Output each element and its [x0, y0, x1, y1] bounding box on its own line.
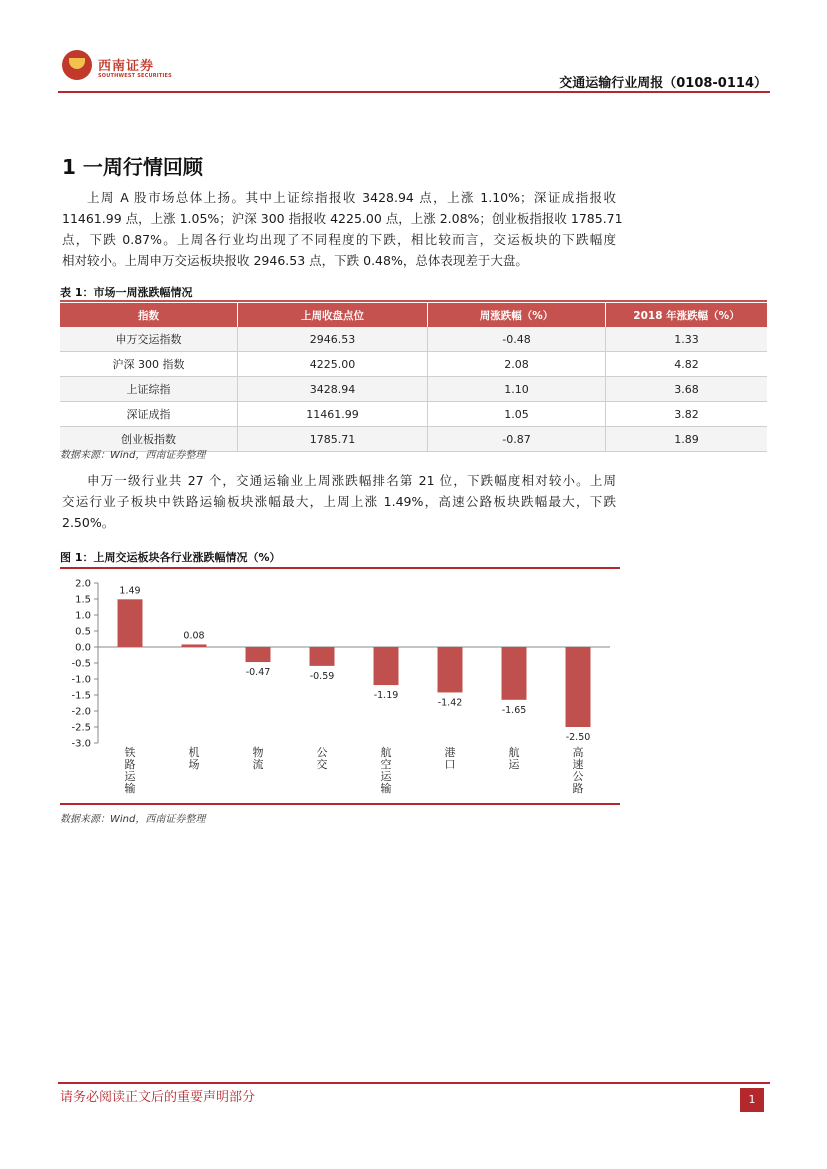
logo-text-cn: 西南证券 — [98, 59, 155, 74]
table-caption: 表 1：市场一周涨跌幅情况 — [60, 286, 193, 299]
table-header-cell: 2018 年涨跌幅（%） — [606, 303, 768, 327]
y-tick-label: 0.5 — [75, 626, 91, 638]
figure-top-rule — [60, 567, 620, 569]
y-tick-label: -0.5 — [71, 658, 91, 670]
table-cell: 4.82 — [606, 352, 768, 377]
x-category-label: 铁路运输 — [124, 746, 136, 795]
y-tick-label: 1.5 — [75, 594, 91, 606]
bar-value-label: 0.08 — [183, 630, 205, 642]
table-top-rule — [60, 300, 767, 302]
bar-value-label: 1.49 — [119, 585, 141, 597]
table-cell: 申万交运指数 — [60, 327, 238, 352]
bar-1 — [118, 599, 143, 647]
table-row — [60, 327, 767, 352]
logo-emblem-icon — [62, 50, 92, 80]
y-tick-label: 0.0 — [75, 642, 91, 654]
paragraph-industry-ranking — [62, 470, 616, 533]
table-cell: -0.48 — [428, 327, 606, 352]
table-cell: 2.08 — [428, 352, 606, 377]
table-cell: 创业板指数 — [60, 427, 238, 452]
paragraph-line: 申万一级行业共 27 个，交通运输业上周涨跌幅排名第 21 位，下跌幅度相对较小。上周 — [87, 473, 616, 488]
x-category-label: 航运 — [508, 746, 520, 771]
footer-divider — [58, 1082, 770, 1084]
figure-caption: 图 1：上周交运板块各行业涨跌幅情况（%） — [60, 551, 281, 564]
table-cell: 3.82 — [606, 402, 768, 427]
company-logo — [62, 50, 177, 86]
bar-value-label: -0.47 — [245, 667, 271, 679]
table-header-cell: 指数 — [60, 303, 238, 327]
table-cell: 1.10 — [428, 377, 606, 402]
table-cell: 上证综指 — [60, 377, 238, 402]
table-cell: 2946.53 — [238, 327, 428, 352]
bar-7 — [502, 647, 527, 700]
table-cell: 3428.94 — [238, 377, 428, 402]
table-cell: -0.87 — [428, 427, 606, 452]
table-header-row — [60, 303, 767, 327]
bar-3 — [246, 647, 271, 662]
bar-value-label: -2.50 — [565, 732, 591, 743]
paragraph-line: 点，下跌 0.87%。上周各行业均出现了不同程度的下跌，相比较而言，交运板块的下跌幅度 — [62, 232, 616, 247]
paragraph-line: 11461.99 点，上涨 1.05%；沪深 300 指报收 4225.00 点，上涨 2.08%；创业板指报收 1785.71 — [62, 211, 623, 226]
figure-bottom-rule — [60, 803, 620, 805]
table-cell: 1.89 — [606, 427, 768, 452]
bar-4 — [310, 647, 335, 666]
y-tick-label: -3.0 — [71, 738, 91, 750]
x-category-label: 机场 — [188, 746, 200, 771]
market-change-table — [60, 303, 767, 452]
table-row — [60, 352, 767, 377]
bar-2 — [182, 644, 207, 647]
paragraph-line: 交运行业子板块中铁路运输板块涨幅最大，上周上涨 1.49%，高速公路板块跌幅最大，下跌 — [62, 494, 616, 509]
x-category-label: 公交 — [316, 746, 328, 771]
table-cell: 沪深 300 指数 — [60, 352, 238, 377]
x-category-label: 高速公路 — [572, 746, 584, 795]
section-title: 1 一周行情回顾 — [62, 155, 203, 179]
table-cell: 11461.99 — [238, 402, 428, 427]
table-cell: 3.68 — [606, 377, 768, 402]
table-cell: 4225.00 — [238, 352, 428, 377]
paragraph-line: 上周 A 股市场总体上扬。其中上证综指报收 3428.94 点，上涨 1.10%；深证成指报收 — [87, 190, 616, 205]
table-cell: 1.33 — [606, 327, 768, 352]
bar-5 — [374, 647, 399, 685]
x-category-label: 物流 — [252, 746, 264, 771]
paragraph-line: 2.50%。 — [62, 515, 115, 530]
table-header-cell: 上周收盘点位 — [238, 303, 428, 327]
y-tick-label: 2.0 — [75, 578, 91, 590]
subsector-change-bar-chart — [60, 572, 620, 802]
table-header-cell: 周涨跌幅（%） — [428, 303, 606, 327]
table-source-note: 数据来源：Wind，西南证券整理 — [60, 450, 206, 461]
x-category-label: 航空运输 — [380, 746, 392, 795]
y-tick-label: -2.0 — [71, 706, 91, 718]
x-category-label: 港口 — [444, 746, 456, 771]
table-cell: 1.05 — [428, 402, 606, 427]
y-tick-label: -1.5 — [71, 690, 91, 702]
figure-source-note: 数据来源：Wind，西南证券整理 — [60, 814, 206, 825]
logo-text-en: SOUTHWEST SECURITIES — [98, 73, 172, 79]
table-row — [60, 377, 767, 402]
table-row — [60, 402, 767, 427]
table-cell: 深证成指 — [60, 402, 238, 427]
y-tick-label: -2.5 — [71, 722, 91, 734]
bar-value-label: -1.65 — [501, 704, 527, 716]
report-title: 交通运输行业周报（0108-0114） — [559, 76, 767, 91]
table-cell: 1785.71 — [238, 427, 428, 452]
paragraph-market-review — [62, 187, 623, 271]
y-tick-label: 1.0 — [75, 610, 91, 622]
bar-8 — [566, 647, 591, 727]
footer-disclaimer-note: 请务必阅读正文后的重要声明部分 — [60, 1090, 256, 1105]
bar-value-label: -0.59 — [309, 670, 335, 682]
page-number: 1 — [740, 1088, 764, 1112]
bar-value-label: -1.19 — [373, 690, 399, 702]
y-tick-label: -1.0 — [71, 674, 91, 686]
bar-6 — [438, 647, 463, 692]
paragraph-line: 相对较小。上周申万交运板块报收 2946.53 点，下跌 0.48%，总体表现差于大盘。 — [62, 253, 528, 268]
bar-value-label: -1.42 — [437, 697, 463, 709]
header-divider — [58, 91, 770, 93]
